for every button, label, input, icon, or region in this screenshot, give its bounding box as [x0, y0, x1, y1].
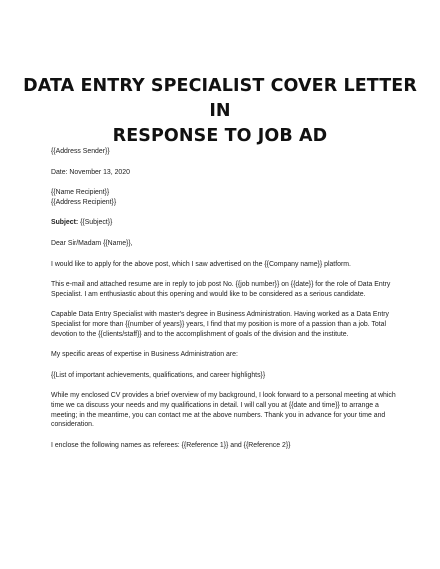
recipient-block [51, 188, 401, 207]
letter-body [51, 147, 401, 461]
salutation: Dear Sir/Madam {{Name}}, [51, 239, 133, 247]
name-recipient: {{Name Recipient}} [51, 189, 110, 197]
title-line-2: RESPONSE TO JOB AD [112, 125, 328, 146]
letter-date: Date: November 13, 2020 [51, 168, 130, 176]
subject-value: {{Subject}} [78, 219, 113, 227]
title-line-1: DATA ENTRY SPECIALIST COVER LETTER IN [23, 75, 417, 121]
paragraph-referees: I enclose the following names as referees: {{Reference 1}} and {{Reference 2}} [51, 441, 291, 449]
subject-line [51, 218, 401, 228]
address-recipient: {{Address Recipient}} [51, 198, 117, 206]
page-title [20, 74, 420, 149]
paragraph-apply: I would like to apply for the above post, which I saw advertised on the {{Company name}} platform. [51, 260, 351, 268]
paragraph-capable: Capable Data Entry Specialist with master's degree in Business Administration. Having worked as a Data Entry Specialist for more than {{number of years}} years, I find that my position is more of a passion than a job. Total devotion to the {{clients/staff}} and to the accomplishment of goals of the division and the institute. [51, 311, 389, 338]
paragraph-expertise: My specific areas of expertise in Business Administration are: [51, 351, 238, 359]
subject-label: Subject: [51, 219, 79, 227]
address-sender: {{Address Sender}} [51, 148, 110, 155]
paragraph-meeting: While my enclosed CV provides a brief overview of my background, I look forward to a personal meeting at which time we ca discuss your needs and my qualifications in detail. I will call you at {{date and time}} to arrange a meeting; in the meantime, you can contact me at the above numbers. Thank you in advance for your time and consideration. [51, 392, 396, 429]
paragraph-achievements: {{List of important achievements, qualifications, and career highlights}} [51, 371, 266, 379]
paragraph-reply: This e-mail and attached resume are in reply to job post No. {{job number}} on {{date}} for the role of Data Entry Specialist. I am enthusiastic about this opening and would like to be considered as a serious candidate. [51, 281, 391, 298]
